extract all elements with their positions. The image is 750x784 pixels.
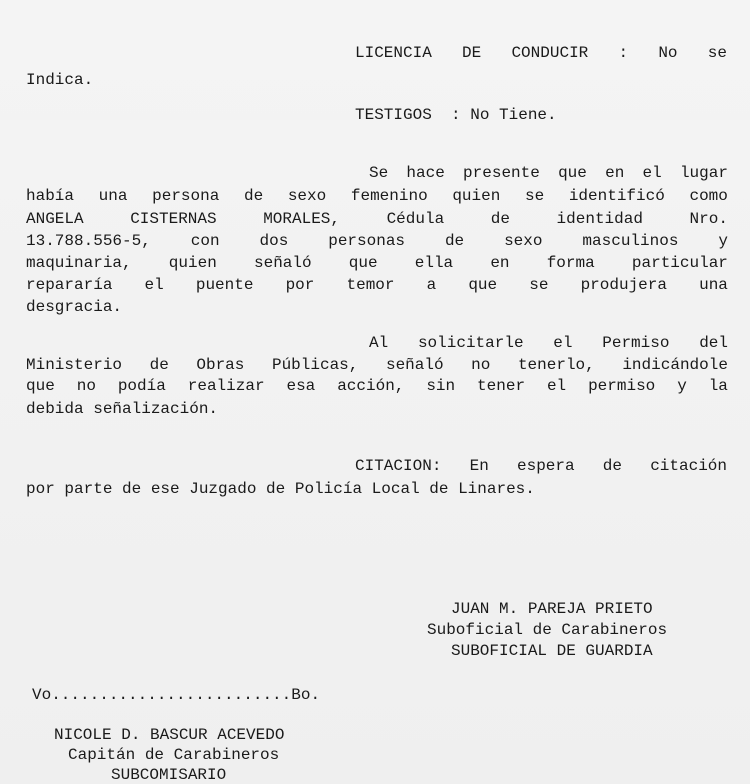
word: y <box>677 377 687 395</box>
word: de <box>149 356 169 374</box>
word: masculinos <box>582 232 679 250</box>
word: persona <box>152 187 220 205</box>
word: dos <box>259 232 289 250</box>
word: 13.788.556-5, <box>26 232 151 250</box>
word: DE <box>462 44 482 62</box>
testigos-line: TESTIGOS : No Tiene. <box>355 106 557 124</box>
word: identificó <box>568 187 665 205</box>
word: hace <box>406 164 445 182</box>
word: el <box>144 276 164 294</box>
word: Permiso <box>602 334 670 352</box>
word: puente <box>195 276 254 294</box>
para1-line-2 <box>26 187 728 205</box>
word: CISTERNAS <box>130 210 217 228</box>
word: podía <box>117 377 166 395</box>
citacion-line-2: por parte de ese Juzgado de Policía Local de Linares. <box>26 480 535 498</box>
word: CITACION: <box>355 457 442 475</box>
word: identidad <box>556 210 643 228</box>
word: había <box>26 187 75 205</box>
signature-2-rank: Capitán de Carabineros <box>68 746 280 764</box>
word: En <box>469 457 489 475</box>
word: realizar <box>187 377 265 395</box>
word: por <box>285 276 315 294</box>
word: maquinaria, <box>26 254 132 272</box>
word: Nro. <box>689 210 728 228</box>
word: a <box>426 276 437 294</box>
word: se <box>529 276 549 294</box>
word: tenerlo, <box>517 356 595 374</box>
word: Obras <box>196 356 245 374</box>
word: de <box>602 457 622 475</box>
signature-1-name: JUAN M. PAREJA PRIETO <box>451 600 653 618</box>
word: CONDUCIR <box>511 44 589 62</box>
signature-1-rank: Suboficial de Carabineros <box>427 621 668 639</box>
word: solicitarle <box>417 334 524 352</box>
word: que <box>558 164 587 182</box>
word: Ministerio <box>26 356 123 374</box>
signature-2-role: SUBCOMISARIO <box>111 766 227 784</box>
word: acción, <box>337 377 405 395</box>
word: esa <box>286 377 316 395</box>
word: se <box>707 44 727 62</box>
word: de <box>490 210 510 228</box>
word: presente <box>463 164 540 182</box>
word: no <box>471 356 491 374</box>
word: sexo <box>504 232 543 250</box>
word: no <box>76 377 96 395</box>
word: Se <box>369 164 389 182</box>
word: del <box>699 334 728 352</box>
para2-line-3 <box>26 377 728 395</box>
word: sexo <box>287 187 327 205</box>
word: citación <box>650 457 727 475</box>
word: Públicas, <box>271 356 359 374</box>
word: MORALES, <box>263 210 340 228</box>
word: indicándole <box>622 356 728 374</box>
word: : <box>618 44 629 62</box>
word: en <box>490 254 510 272</box>
word: se <box>524 187 545 205</box>
word: quien <box>452 187 501 205</box>
word: permiso <box>588 377 656 395</box>
vobo-line: Vo.........................Bo. <box>32 686 321 704</box>
word: LICENCIA <box>355 44 432 62</box>
para1-line-6 <box>26 276 728 294</box>
word: una <box>98 187 128 205</box>
word: lugar <box>679 164 728 182</box>
word: el <box>642 164 662 182</box>
word: quien <box>168 254 217 272</box>
word: forma <box>546 254 595 272</box>
word: repararía <box>26 276 113 294</box>
word: ella <box>414 254 454 272</box>
para1-line-4 <box>26 232 728 250</box>
word: personas <box>328 232 406 250</box>
para1-line-5 <box>26 254 728 272</box>
para1-line-7: desgracia. <box>26 298 123 316</box>
word: en <box>605 164 625 182</box>
word: el <box>546 377 567 395</box>
word: de <box>444 232 465 250</box>
word: señaló <box>385 356 444 374</box>
para2-line-2 <box>26 356 728 374</box>
word: Al <box>369 334 389 352</box>
word: espera <box>517 457 575 475</box>
word: de <box>243 187 264 205</box>
word: produjera <box>580 276 667 294</box>
word: ANGELA <box>26 210 84 228</box>
word: femenino <box>350 187 428 205</box>
word: sin <box>426 377 456 395</box>
para2-line-4: debida señalización. <box>26 400 219 418</box>
word: el <box>553 334 573 352</box>
word: que <box>468 276 498 294</box>
word: temor <box>346 276 395 294</box>
word: una <box>699 276 728 294</box>
licencia-line-1 <box>355 44 727 62</box>
word: señaló <box>253 254 312 272</box>
word: que <box>348 254 378 272</box>
word: que <box>26 377 55 395</box>
word: Cédula <box>386 210 445 228</box>
word: la <box>708 377 728 395</box>
word: No <box>658 44 678 62</box>
word: como <box>689 187 728 205</box>
word: con <box>190 232 220 250</box>
word: particular <box>631 254 728 272</box>
word: tener <box>477 377 526 395</box>
licencia-line-2: Indica. <box>26 71 94 89</box>
signature-2-name: NICOLE D. BASCUR ACEVEDO <box>54 726 285 744</box>
word: y <box>718 232 728 250</box>
citacion-line-1 <box>355 457 727 475</box>
para1-line-3 <box>26 210 728 228</box>
signature-1-role: SUBOFICIAL DE GUARDIA <box>451 642 653 660</box>
para1-line-1 <box>369 164 728 182</box>
para2-line-1 <box>369 334 728 352</box>
